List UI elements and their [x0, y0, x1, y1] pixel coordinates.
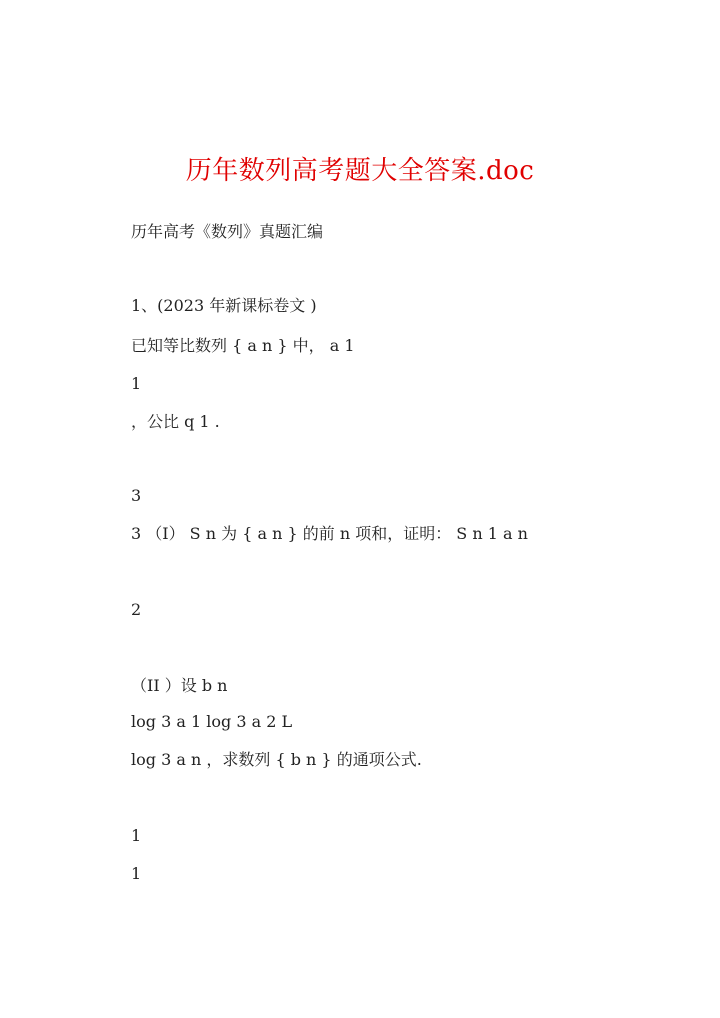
body-text-line: 1 [131, 826, 142, 845]
body-text-line: 已知等比数列 { a n } 中， a 1 [131, 336, 355, 355]
body-text-line: 1 [131, 374, 142, 393]
body-text-line: 2 [131, 600, 142, 619]
question-label: 1、(2023 年新课标卷文 ) [131, 296, 317, 315]
document-title: 历年数列高考题大全答案.doc [185, 156, 535, 186]
body-text-line: 3 （Ⅰ） S n 为 { a n } 的前 n 项和，证明： S n 1 a n [131, 524, 528, 543]
body-text-line: 3 [131, 486, 142, 505]
body-text-line: log 3 a 1 log 3 a 2 L [131, 712, 293, 731]
body-text-line: ，公比 q 1 . [131, 412, 220, 431]
body-text-line: 1 [131, 864, 142, 883]
body-text-line: （II ）设 b n [131, 676, 228, 695]
section-heading: 历年高考《数列》真题汇编 [131, 222, 324, 241]
body-text-line: log 3 a n ，求数列 { b n } 的通项公式. [131, 750, 422, 769]
